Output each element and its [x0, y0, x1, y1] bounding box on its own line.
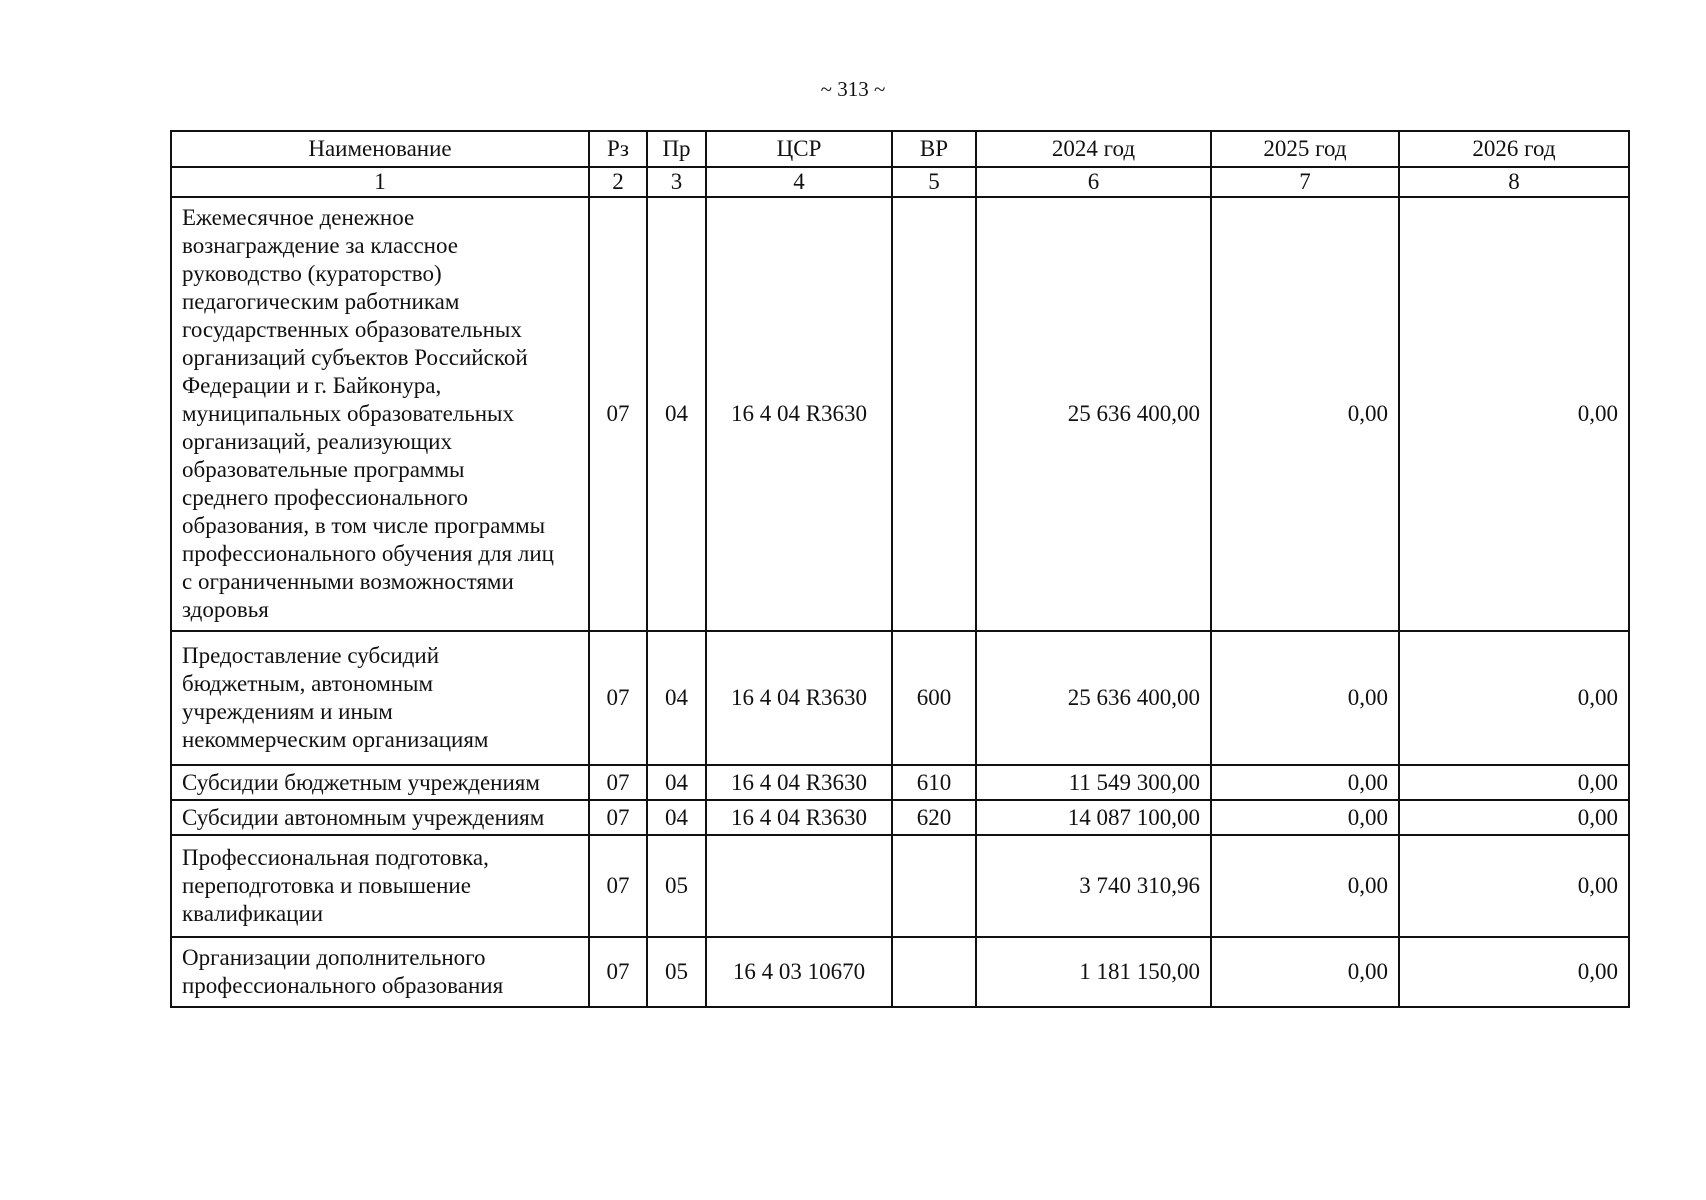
row-name: Предоставление субсидий бюджетным, автономным учреждениям и иным некоммерческим организациям [171, 631, 589, 765]
row-2026: 0,00 [1399, 197, 1629, 631]
row-vr: 620 [892, 800, 976, 835]
budget-table [170, 130, 1630, 1008]
row-vr: 600 [892, 631, 976, 765]
header-vr: ВР [892, 131, 976, 167]
row-2025: 0,00 [1211, 835, 1399, 937]
row-csr [706, 835, 892, 937]
row-name: Ежемесячное денежное вознаграждение за классное руководство (кураторство) педагогическим работникам государственных образовательных организаций субъектов Российской Федерации и г. Байконура, муниципальных образовательных организаций, реализующих образовательные программы среднего профессионального образования, в том числе программы профессионального обучения для лиц с ограниченными возможностями здоровья [171, 197, 589, 631]
header-csr: ЦСР [706, 131, 892, 167]
row-2025: 0,00 [1211, 765, 1399, 800]
row-rz: 07 [589, 937, 647, 1007]
row-name: Профессиональная подготовка, переподготовка и повышение квалификации [171, 835, 589, 937]
header-rz: Рз [589, 131, 647, 167]
table-row [171, 197, 1629, 631]
row-rz: 07 [589, 631, 647, 765]
row-rz: 07 [589, 765, 647, 800]
row-pr: 04 [647, 631, 706, 765]
row-name: Субсидии бюджетным учреждениям [171, 765, 589, 800]
row-2026: 0,00 [1399, 800, 1629, 835]
row-name: Субсидии автономным учреждениям [171, 800, 589, 835]
row-pr: 05 [647, 835, 706, 937]
row-vr: 610 [892, 765, 976, 800]
row-2024: 3 740 310,96 [976, 835, 1211, 937]
row-csr: 16 4 03 10670 [706, 937, 892, 1007]
row-2026: 0,00 [1399, 937, 1629, 1007]
header-pr: Пр [647, 131, 706, 167]
row-csr: 16 4 04 R3630 [706, 197, 892, 631]
row-csr: 16 4 04 R3630 [706, 765, 892, 800]
row-2026: 0,00 [1399, 835, 1629, 937]
row-vr [892, 835, 976, 937]
header-row [171, 131, 1629, 167]
header-2024: 2024 год [976, 131, 1211, 167]
row-rz: 07 [589, 197, 647, 631]
table-row [171, 631, 1629, 765]
row-rz: 07 [589, 800, 647, 835]
row-pr: 05 [647, 937, 706, 1007]
row-2024: 11 549 300,00 [976, 765, 1211, 800]
row-pr: 04 [647, 800, 706, 835]
row-2026: 0,00 [1399, 631, 1629, 765]
row-pr: 04 [647, 765, 706, 800]
row-2025: 0,00 [1211, 800, 1399, 835]
table-row [171, 800, 1629, 835]
row-pr: 04 [647, 197, 706, 631]
row-2026: 0,00 [1399, 765, 1629, 800]
row-vr [892, 937, 976, 1007]
row-2025: 0,00 [1211, 197, 1399, 631]
row-2024: 14 087 100,00 [976, 800, 1211, 835]
column-number: 2 [589, 167, 647, 197]
header-name: Наименование [171, 131, 589, 167]
table-row [171, 835, 1629, 937]
column-number: 4 [706, 167, 892, 197]
row-rz: 07 [589, 835, 647, 937]
row-2025: 0,00 [1211, 631, 1399, 765]
row-vr [892, 197, 976, 631]
row-name: Организации дополнительного профессионального образования [171, 937, 589, 1007]
column-number: 5 [892, 167, 976, 197]
header-2026: 2026 год [1399, 131, 1629, 167]
column-number: 3 [647, 167, 706, 197]
column-number: 7 [1211, 167, 1399, 197]
table-row [171, 765, 1629, 800]
row-2025: 0,00 [1211, 937, 1399, 1007]
column-number: 1 [171, 167, 589, 197]
column-number: 8 [1399, 167, 1629, 197]
row-2024: 25 636 400,00 [976, 197, 1211, 631]
page-number: ~ 313 ~ [820, 77, 886, 101]
header-2025: 2025 год [1211, 131, 1399, 167]
column-number: 6 [976, 167, 1211, 197]
row-2024: 1 181 150,00 [976, 937, 1211, 1007]
column-number-row [171, 167, 1629, 197]
row-2024: 25 636 400,00 [976, 631, 1211, 765]
row-csr: 16 4 04 R3630 [706, 631, 892, 765]
row-csr: 16 4 04 R3630 [706, 800, 892, 835]
table-row [171, 937, 1629, 1007]
